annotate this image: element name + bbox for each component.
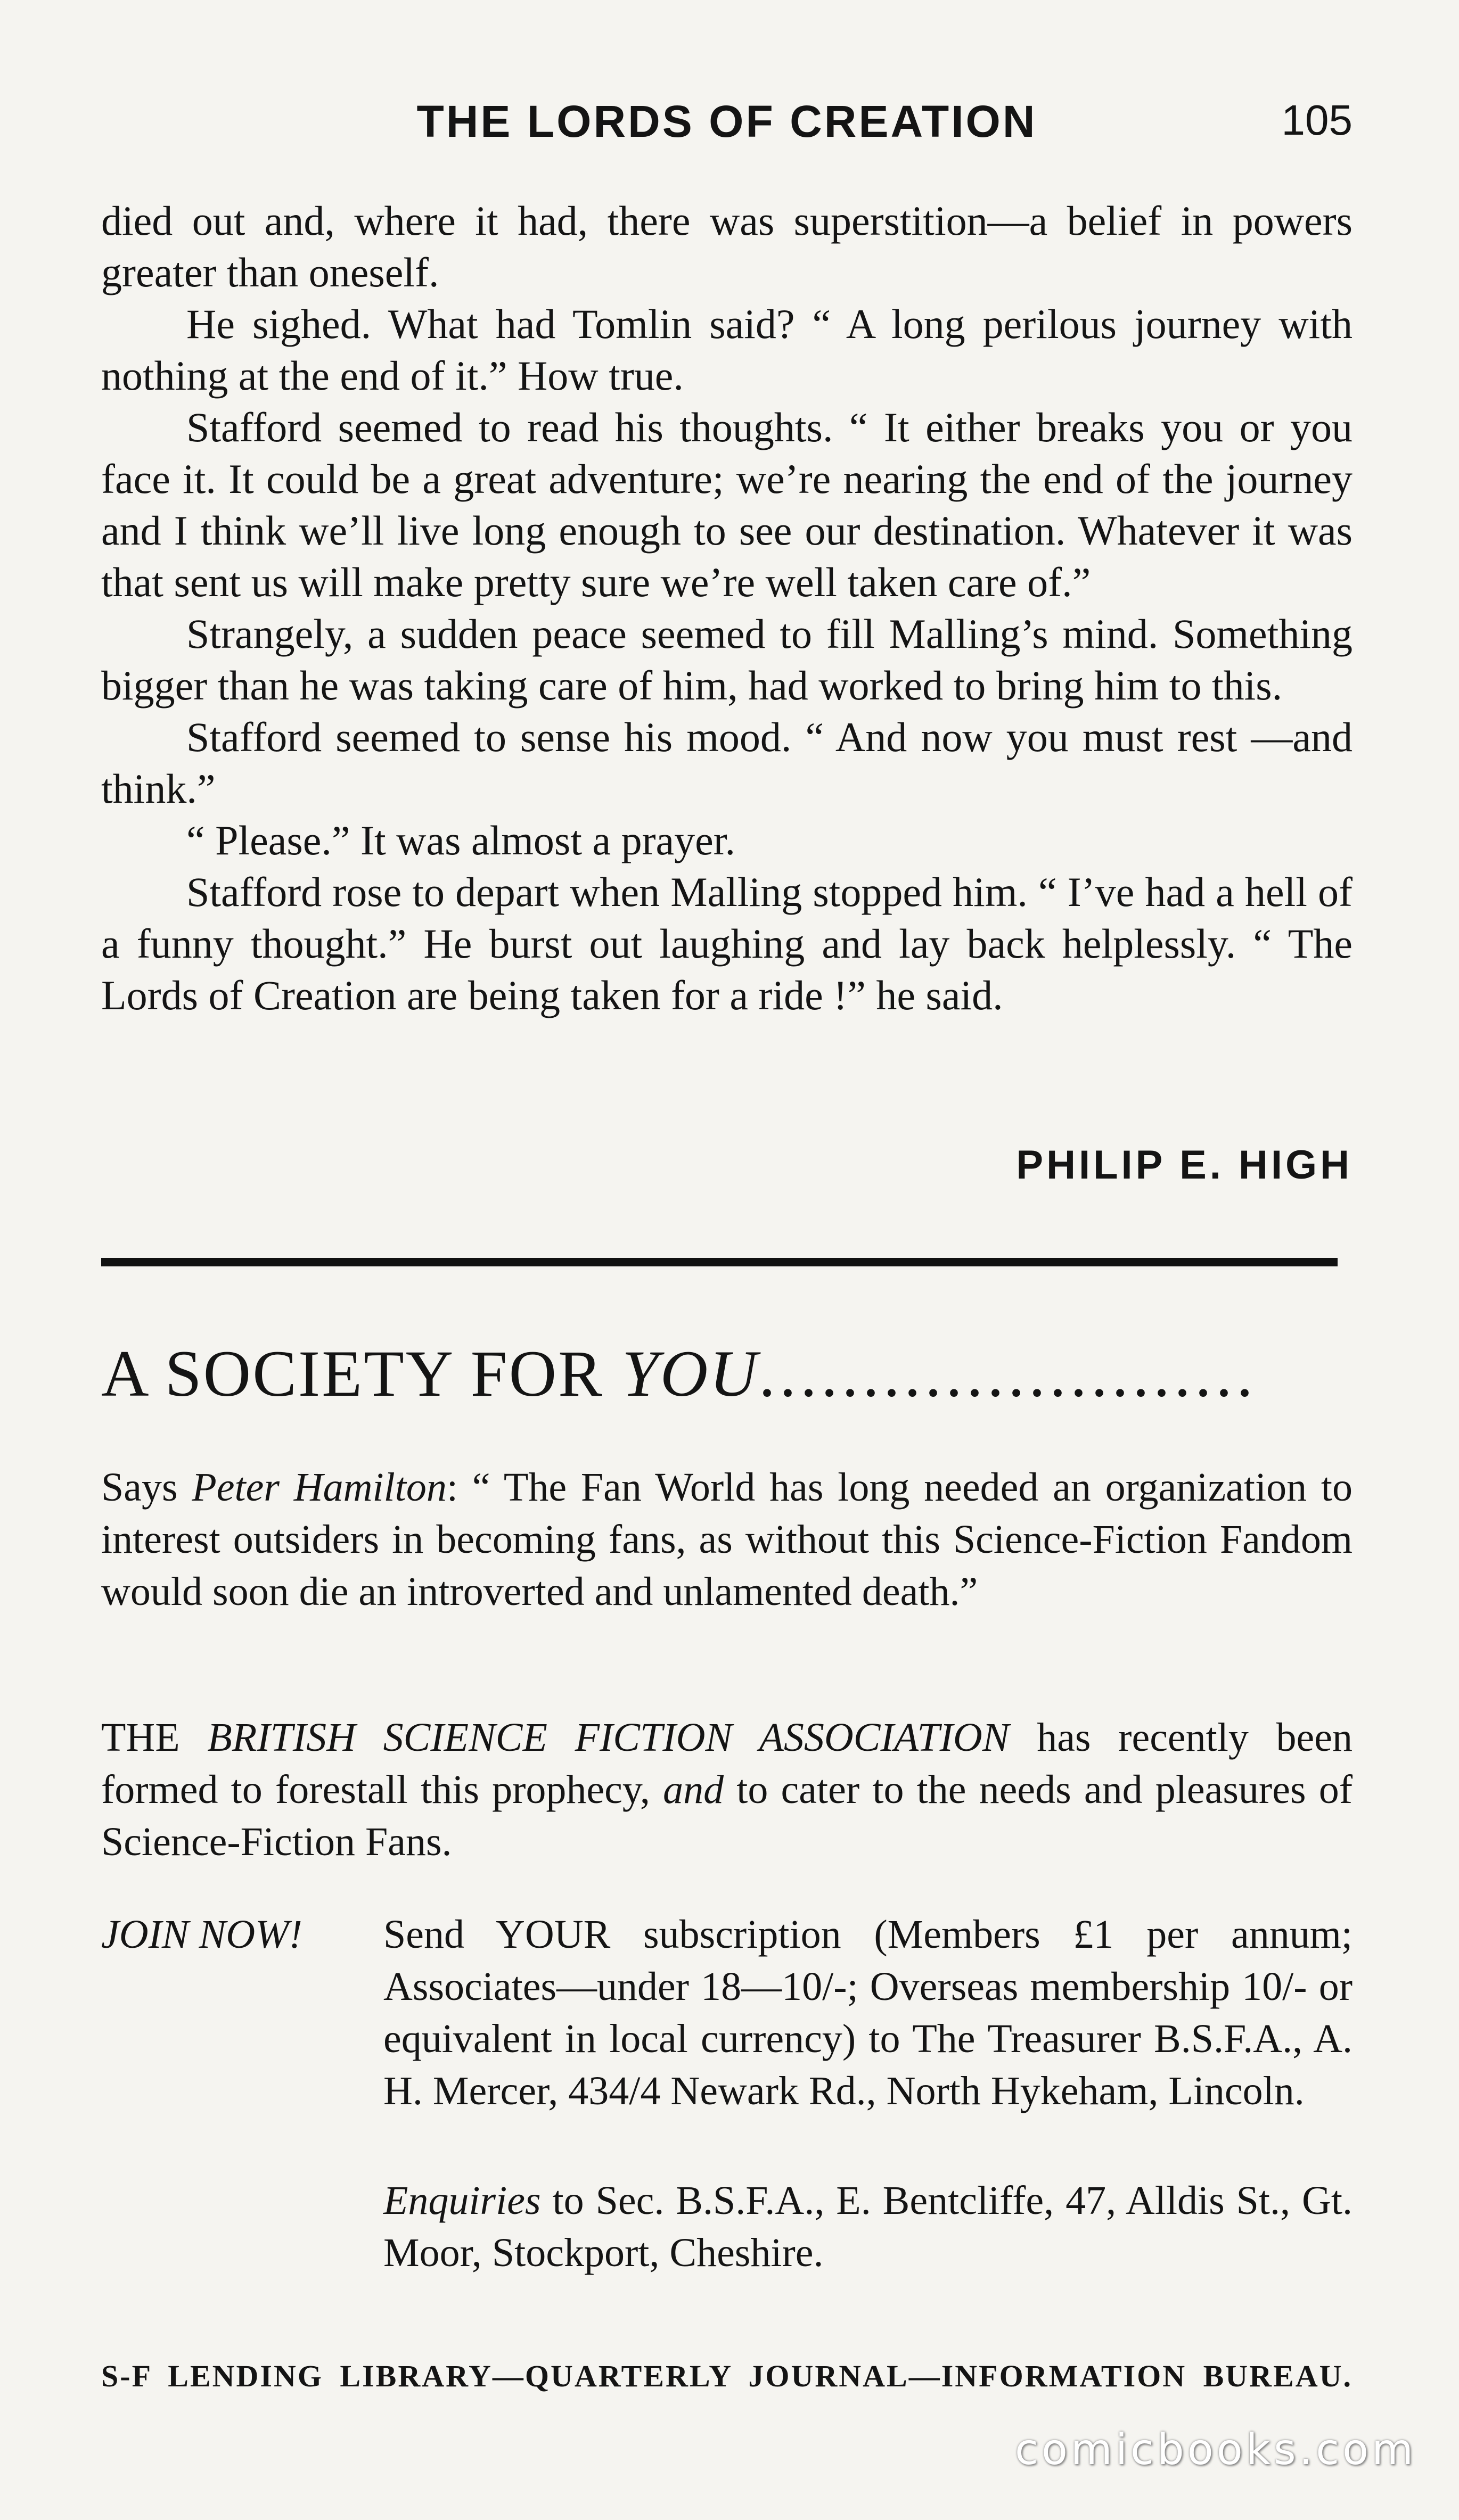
bsfa-name: BRITISH SCIENCE FICTION ASSOCIATION (207, 1715, 1010, 1760)
enquiries-label: Enquiries (383, 2178, 541, 2223)
ad-bsfa-block (101, 1711, 1353, 1868)
ad-heading-prefix: A SOCIETY FOR (101, 1337, 604, 1410)
bsfa-text-2: to cater to the needs and pleasures of Science-Fiction Fans. (101, 1767, 1353, 1864)
quote-person: Peter Hamilton (192, 1465, 447, 1510)
story-paragraph: Strangely, a sudden peace seemed to fill Malling’s mind. Something bigger than he was taking care of him, had worked to bring him to this. (101, 611, 1353, 709)
ad-heading-dots: ........................ (758, 1337, 1257, 1410)
story-paragraph: Stafford rose to depart when Malling stopped him. “ I’ve had a hell of a funny thought.” He burst out laughing and lay back helplessly. “ The Lords of Creation are being taken for a ride !” he said. (101, 869, 1353, 1018)
running-title: THE LORDS OF CREATION (416, 96, 1037, 146)
page-footer: S-F LENDING LIBRARY—QUARTERLY JOURNAL—INFORMATION BUREAU. (101, 2359, 1353, 2393)
running-head (101, 96, 1353, 160)
story-paragraph: died out and, where it had, there was superstition—a belief in powers greater than oneself. (101, 197, 1353, 295)
enquiries-text: to Sec. B.S.F.A., E. Bentcliffe, 47, Alldis St., Gt. Moor, Stockport, Cheshire. (383, 2178, 1353, 2275)
quote-intro: Says (101, 1465, 178, 1510)
ad-heading (101, 1336, 1353, 1412)
enquiries-paragraph (383, 2175, 1353, 2279)
join-text-block (383, 1908, 1353, 2117)
join-now-label: JOIN NOW! (101, 1912, 302, 1957)
bsfa-and: and (663, 1767, 724, 1812)
story-paragraph: Stafford seemed to read his thoughts. “ It either breaks you or you face it. It could be a great adventure; we’re nearing the end of the journey and I think we’ll live long enough to see our destination. Whatever it was that sent us will make pretty sure we’re well taken care of.” (101, 404, 1353, 605)
ad-heading-emphasis: YOU (621, 1337, 759, 1410)
watermark: comicbooks.com (1014, 2425, 1416, 2474)
story-text (101, 195, 1353, 1021)
page-number: 105 (1281, 96, 1353, 144)
join-subscription-text: Send YOUR subscription (Members £1 per annum; Associates—under 18—10/-; Overseas membership 10/- or equivalent in local currency) to The Treasurer B.S.F.A., A. H. Mercer, 434/4 Newark Rd., North Hykeham, Lincoln. (383, 1912, 1353, 2113)
bsfa-text-1: has recently been formed to forestall this prophecy, (101, 1715, 1353, 1812)
story-paragraph: “ Please.” It was almost a prayer. (186, 817, 735, 863)
ad-quote-paragraph (101, 1461, 1353, 1618)
author-byline: PHILIP E. HIGH (1016, 1142, 1353, 1188)
ad-quote-block (101, 1461, 1353, 1618)
quote-text: : “ The Fan World has long needed an organization to interest outsiders in becoming fans, as without this Science-Fiction Fandom would soon die an introverted and unlamented death.” (101, 1465, 1353, 1614)
story-paragraph: Stafford seemed to sense his mood. “ And now you must rest —and think.” (101, 714, 1353, 812)
story-paragraph: He sighed. What had Tomlin said? “ A long perilous journey with nothing at the end of it.” How true. (101, 301, 1353, 399)
enquiries-block (383, 2175, 1353, 2279)
bsfa-prefix: THE (101, 1715, 180, 1760)
ad-bsfa-paragraph (101, 1711, 1353, 1868)
section-divider (101, 1258, 1338, 1266)
